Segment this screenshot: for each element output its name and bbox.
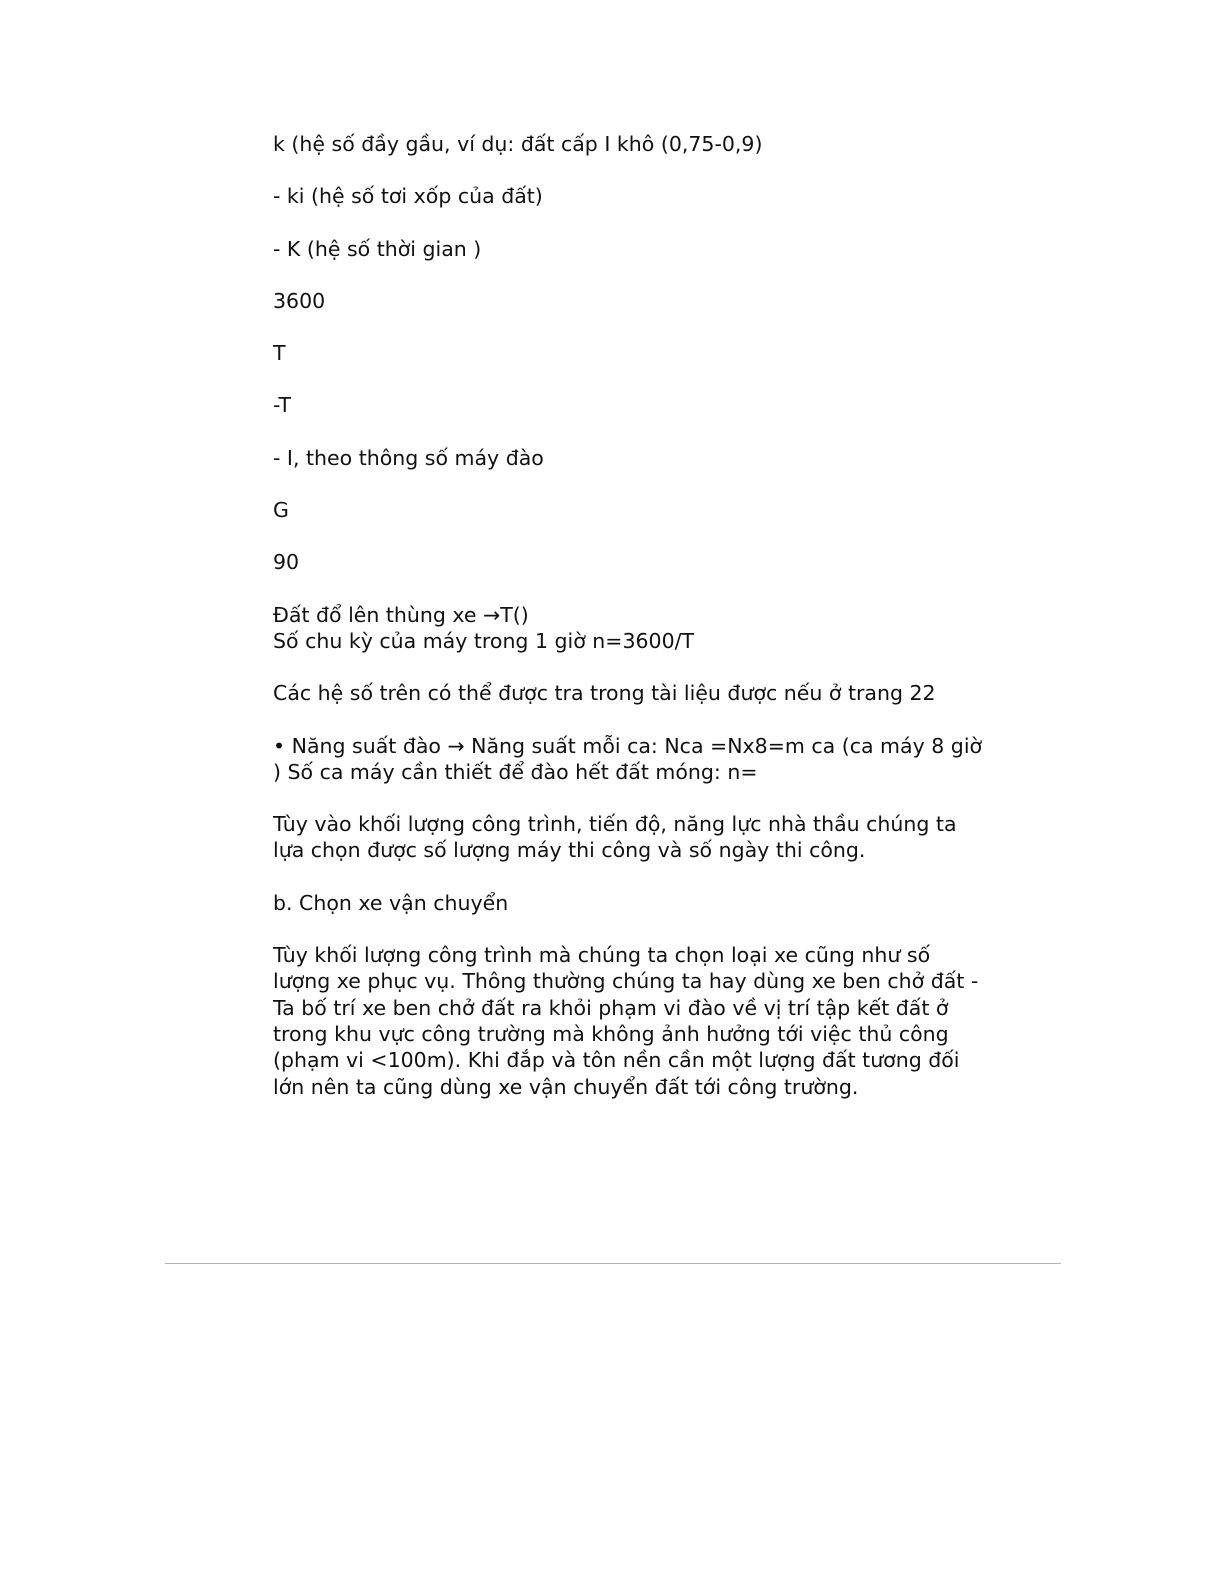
paragraph-coefficient-reference: Các hệ số trên có thể được tra trong tài liệu được nếu ở trang 22 bbox=[273, 681, 936, 706]
paragraph-productivity: • Năng suất đào → Năng suất mỗi ca: Nca =Nx8=m ca (ca máy 8 giờ ) Số ca máy cần thiết để đào hết đất móng: n= bbox=[273, 733, 983, 784]
paragraph-3600: 3600 bbox=[273, 288, 326, 313]
paragraph-minus-t: -T bbox=[273, 393, 292, 418]
paragraph-g: G bbox=[273, 498, 289, 523]
paragraph-loosening-coefficient: - ki (hệ số tơi xốp của đất) bbox=[273, 184, 543, 209]
heading-choose-transport: b. Chọn xe vận chuyển bbox=[273, 890, 509, 915]
paragraph-transport: Tùy khối lượng công trình mà chúng ta chọn loại xe cũng như số lượng xe phục vụ. Thông thường chúng ta hay dùng xe ben chở đất - Ta bố trí xe ben chở đất ra khỏi phạm vi đào về vị trí tập kết đất ở trong khu vực công trường mà không ảnh hưởng tới việc thủ công (phạm vi <100m). Khi đắp và tôn nền cần một lượng đất tương đối lớn nên ta cũng dùng xe vận chuyển đất tới công trường. bbox=[273, 943, 979, 1099]
paragraph-soil-dump: Đất đổ lên thùng xe →T() bbox=[273, 602, 529, 627]
paragraph-machine-selection: Tùy vào khối lượng công trình, tiến độ, năng lực nhà thầu chúng ta lựa chọn được số lượng máy thi công và số ngày thi công. bbox=[273, 812, 957, 863]
paragraph-bucket-coefficient: k (hệ số đầy gầu, ví dụ: đất cấp I khô (0,75-0,9) bbox=[273, 132, 763, 156]
paragraph-t: T bbox=[273, 341, 286, 366]
paragraph-cycles-per-hour: Số chu kỳ của máy trong 1 giờ n=3600/T bbox=[273, 628, 695, 653]
paragraph-machine-spec: - I, theo thông số máy đào bbox=[273, 445, 544, 470]
page-divider bbox=[165, 1263, 1061, 1264]
document-body bbox=[273, 131, 993, 1126]
paragraph-90: 90 bbox=[273, 550, 300, 575]
paragraph-time-coefficient: - K (hệ số thời gian ) bbox=[273, 236, 482, 261]
